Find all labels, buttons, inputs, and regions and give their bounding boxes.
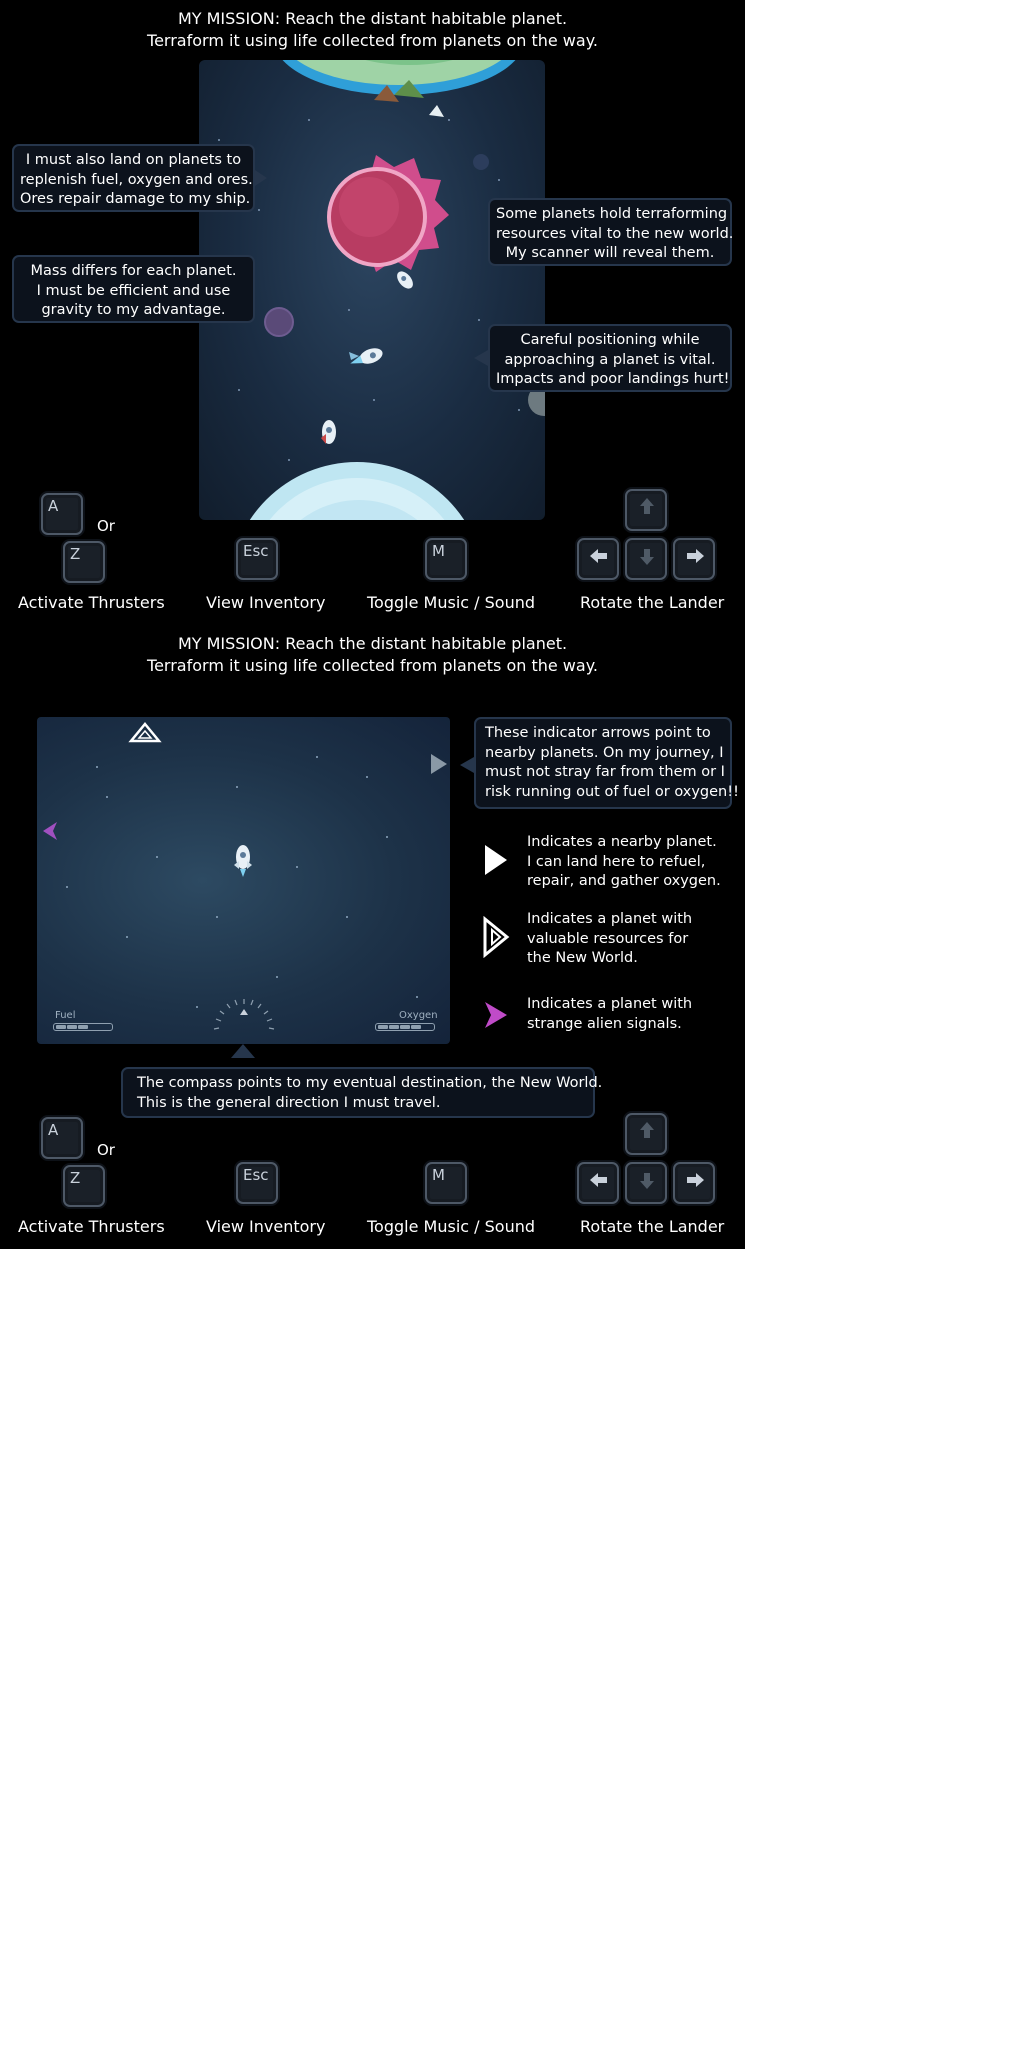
inventory-label: View Inventory xyxy=(206,1217,326,1236)
legend-line: Indicates a nearby planet. xyxy=(527,834,717,850)
right-arrow-icon xyxy=(684,545,706,567)
fuel-gauge xyxy=(53,1023,113,1031)
tip-line: Impacts and poor landings hurt! xyxy=(496,371,730,387)
tip-line: replenish fuel, oxygen and ores. xyxy=(20,171,253,188)
key-z[interactable] xyxy=(63,1165,105,1207)
tip-line: approaching a planet is vital. xyxy=(504,351,716,368)
key-label: Z xyxy=(70,545,81,563)
tip-line: resources vital to the new world. xyxy=(496,225,734,242)
fuel-segment xyxy=(78,1025,88,1029)
white-arrow-icon xyxy=(481,843,511,877)
oxygen-segment xyxy=(411,1025,421,1029)
key-a[interactable] xyxy=(41,1117,83,1159)
fuel-segment xyxy=(56,1025,66,1029)
pink-arrow-icon xyxy=(483,1000,509,1030)
mission-line-2: Terraform it using life collected from planets on the way. xyxy=(147,31,598,50)
up-arrow-icon xyxy=(636,1120,658,1142)
fuel-label: Fuel xyxy=(55,1010,76,1021)
tip-line: My scanner will reveal them. xyxy=(505,245,715,261)
rotate-label: Rotate the Lander xyxy=(580,593,725,612)
mission-line-1: MY MISSION: Reach the distant habitable planet. xyxy=(177,634,568,653)
key-esc[interactable] xyxy=(236,538,278,580)
or-label: Or xyxy=(97,517,115,535)
tip-line: Some planets hold terraforming xyxy=(496,206,728,222)
tip-indicator-arrows xyxy=(474,717,739,809)
legend-line: repair, and gather oxygen. xyxy=(527,873,721,889)
legend-resource-planet xyxy=(527,910,692,969)
mission-statement xyxy=(0,8,745,52)
game-view-navigation xyxy=(37,717,450,1044)
legend-line: valuable resources for xyxy=(527,930,689,947)
legend-nearby-planet xyxy=(527,833,721,892)
legend-line: the New World. xyxy=(527,950,638,966)
tip-line: I must also land on planets to xyxy=(25,152,242,168)
key-down-arrow[interactable] xyxy=(625,1162,667,1204)
bubble-tail xyxy=(255,170,267,186)
tip-planet-mass xyxy=(12,255,255,323)
spiky-red-planet-icon xyxy=(327,155,449,272)
tutorial-panel-landing xyxy=(0,0,745,625)
small-dark-planet-icon xyxy=(473,154,489,170)
down-arrow-icon xyxy=(636,545,658,567)
tip-line: must not stray far from them or I xyxy=(485,764,725,780)
tip-line: Careful positioning while xyxy=(520,332,700,348)
mission-line-1: MY MISSION: Reach the distant habitable planet. xyxy=(177,9,568,28)
tip-line: nearby planets. On my journey, I xyxy=(485,744,724,761)
tip-line: risk running out of fuel or oxygen!! xyxy=(485,783,739,800)
outlined-arrow-icon xyxy=(481,916,511,958)
player-lander-icon xyxy=(234,845,252,877)
nearby-planet-indicator-icon xyxy=(431,754,447,774)
up-arrow-icon xyxy=(636,496,658,518)
bubble-tail xyxy=(460,757,474,773)
key-left-arrow[interactable] xyxy=(577,1162,619,1204)
star-field xyxy=(66,756,418,1008)
left-arrow-icon xyxy=(588,545,610,567)
tip-line: Mass differs for each planet. xyxy=(30,263,237,279)
key-label: M xyxy=(432,1166,445,1184)
tutorial-panel-navigation xyxy=(0,625,745,1249)
bubble-tail xyxy=(474,350,488,366)
down-arrow-icon xyxy=(636,1169,658,1191)
key-m[interactable] xyxy=(425,1162,467,1204)
oxygen-segment xyxy=(389,1025,399,1029)
oxygen-label: Oxygen xyxy=(399,1010,438,1021)
music-label: Toggle Music / Sound xyxy=(367,593,535,612)
legend-line: Indicates a planet with xyxy=(527,911,693,927)
tip-careful-positioning xyxy=(488,324,732,392)
key-esc[interactable] xyxy=(236,1162,278,1204)
mission-line-2: Terraform it using life collected from planets on the way. xyxy=(147,656,598,675)
key-right-arrow[interactable] xyxy=(673,1162,715,1204)
landed-lander-icon xyxy=(321,420,336,444)
thrusters-label: Activate Thrusters xyxy=(18,1217,165,1236)
key-right-arrow[interactable] xyxy=(673,538,715,580)
green-planet-icon xyxy=(274,60,524,117)
thrusters-label: Activate Thrusters xyxy=(18,593,165,612)
key-label: M xyxy=(432,542,445,560)
bubble-tail xyxy=(231,1044,255,1058)
music-label: Toggle Music / Sound xyxy=(367,1217,535,1236)
oxygen-segment xyxy=(378,1025,388,1029)
tip-compass xyxy=(121,1067,603,1118)
key-left-arrow[interactable] xyxy=(577,538,619,580)
right-arrow-icon xyxy=(684,1169,706,1191)
or-label: Or xyxy=(97,1141,115,1159)
key-up-arrow[interactable] xyxy=(625,489,667,531)
alien-signal-indicator-icon xyxy=(43,822,57,840)
legend-line: Indicates a planet with xyxy=(527,996,693,1012)
legend-line: strange alien signals. xyxy=(527,1015,682,1032)
tip-line: These indicator arrows point to xyxy=(485,725,711,741)
key-label: A xyxy=(48,497,59,515)
key-label: A xyxy=(48,1121,59,1139)
key-z[interactable] xyxy=(63,541,105,583)
lander-on-planet-icon xyxy=(394,268,416,291)
oxygen-segment xyxy=(400,1025,410,1029)
outlined-indicator-icon xyxy=(131,724,159,741)
tip-terraforming-resources xyxy=(488,198,732,266)
tip-line: gravity to my advantage. xyxy=(41,302,226,318)
left-arrow-icon xyxy=(588,1169,610,1191)
compass-icon xyxy=(214,999,274,1029)
mission-statement xyxy=(0,633,745,677)
key-a[interactable] xyxy=(41,493,83,535)
tip-line: This is the general direction I must travel. xyxy=(137,1094,441,1111)
tip-line: Ores repair damage to my ship. xyxy=(20,191,251,207)
oxygen-gauge xyxy=(375,1023,435,1031)
tip-landing-resources xyxy=(12,144,255,212)
rotate-label: Rotate the Lander xyxy=(580,1217,725,1236)
key-label: Esc xyxy=(243,542,269,560)
navigation-scene xyxy=(37,717,450,1044)
legend-alien-signal xyxy=(527,995,692,1034)
fuel-segment xyxy=(67,1025,77,1029)
key-m[interactable] xyxy=(425,538,467,580)
tip-line: The compass points to my eventual destination, the New World. xyxy=(137,1075,603,1091)
key-up-arrow[interactable] xyxy=(625,1113,667,1155)
legend-line: I can land here to refuel, xyxy=(527,853,706,870)
key-down-arrow[interactable] xyxy=(625,538,667,580)
tip-line: I must be efficient and use xyxy=(36,282,231,299)
key-label: Z xyxy=(70,1169,81,1187)
key-label: Esc xyxy=(243,1166,269,1184)
ice-planet-icon xyxy=(229,462,485,520)
inventory-label: View Inventory xyxy=(206,593,326,612)
